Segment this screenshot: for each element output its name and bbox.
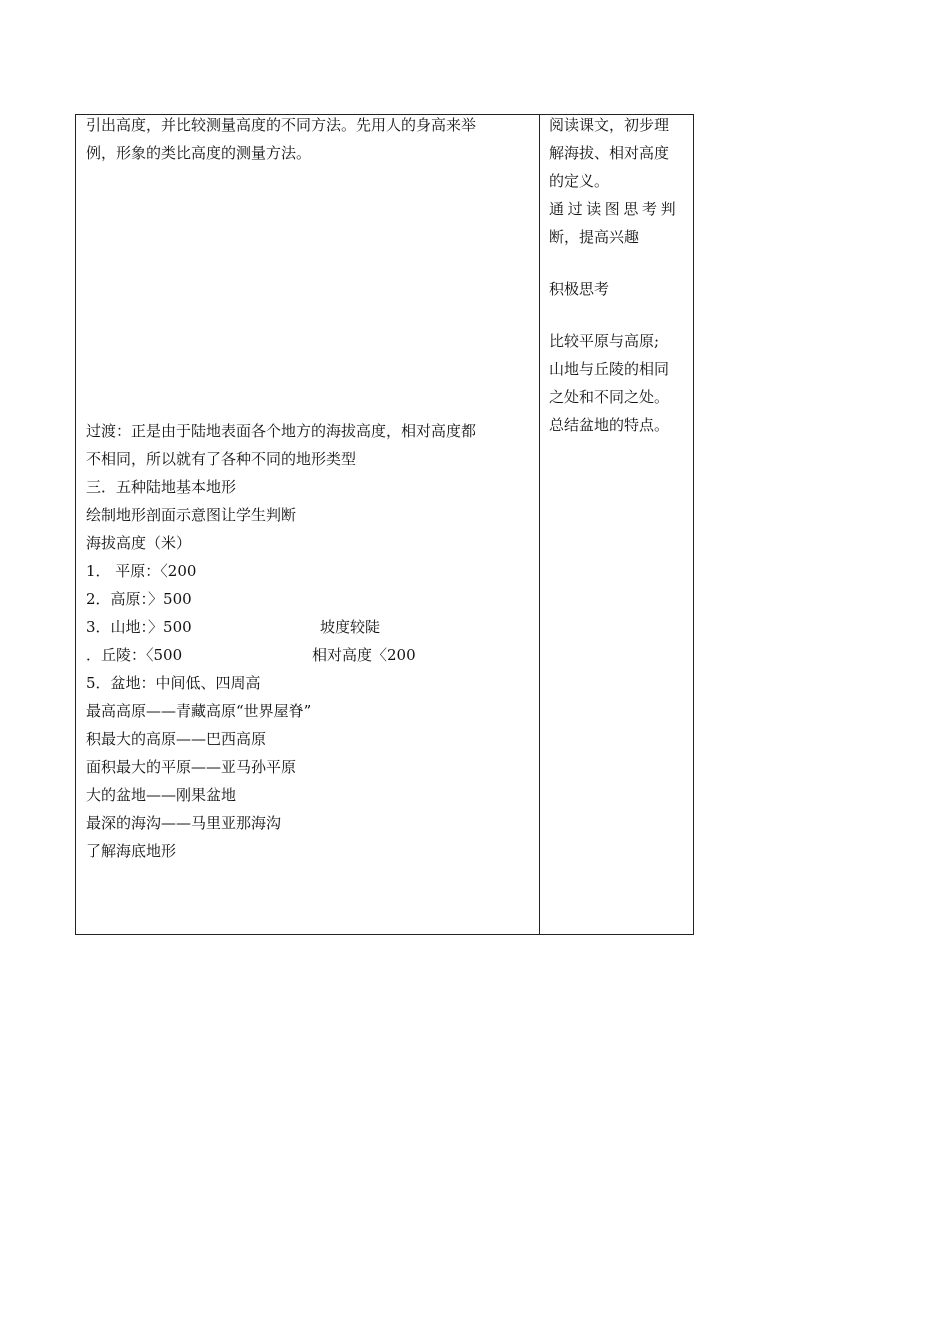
mountain-note: 坡度较陡: [320, 618, 381, 636]
fact-line-3: 面积最大的平原——亚马孙平原: [86, 758, 297, 776]
student-line-4: 通过读图思考判: [549, 200, 680, 218]
fact-line-1: 最高高原——青藏高原“世界屋脊”: [86, 702, 312, 720]
student-line-1: 阅读课文，初步理: [549, 116, 670, 134]
student-line-8: 山地与丘陵的相同: [549, 360, 670, 378]
section-heading: 三．五种陆地基本地形: [86, 478, 237, 496]
landform-item-plain: 1． 平原：〈200: [86, 562, 197, 580]
student-line-5: 断，提高兴趣: [549, 228, 640, 246]
landform-item-plateau: 2．高原：〉500: [86, 590, 192, 608]
student-line-7: 比较平原与高原;: [549, 332, 660, 350]
student-line-3: 的定义。: [549, 172, 610, 190]
fact-line-5: 最深的海沟——马里亚那海沟: [86, 814, 282, 832]
transition-line-1: 过渡：正是由于陆地表面各个地方的海拔高度，相对高度都: [86, 422, 477, 440]
intro-line-1: 引出高度，并比较测量高度的不同方法。先用人的身高来举: [86, 116, 477, 134]
column-divider: [539, 115, 540, 934]
transition-line-2: 不相同，所以就有了各种不同的地形类型: [86, 450, 357, 468]
landform-item-hill: ．丘陵：〈500: [86, 646, 183, 664]
altitude-label: 海拔高度（米）: [86, 534, 192, 552]
lesson-table: [75, 114, 694, 935]
landform-item-mountain: 3．山地：〉500: [86, 618, 192, 636]
drawing-note: 绘制地形剖面示意图让学生判断: [86, 506, 297, 524]
landform-item-basin: 5．盆地：中间低、四周高: [86, 674, 261, 692]
student-line-9: 之处和不同之处。: [549, 388, 670, 406]
intro-line-2: 例，形象的类比高度的测量方法。: [86, 144, 312, 162]
fact-line-2: 积最大的高原——巴西高原: [86, 730, 267, 748]
hill-note: 相对高度〈200: [312, 646, 416, 664]
student-line-6: 积极思考: [549, 280, 610, 298]
student-line-10: 总结盆地的特点。: [549, 416, 670, 434]
fact-line-6: 了解海底地形: [86, 842, 177, 860]
student-line-2: 解海拔、相对高度: [549, 144, 670, 162]
fact-line-4: 大的盆地——刚果盆地: [86, 786, 237, 804]
